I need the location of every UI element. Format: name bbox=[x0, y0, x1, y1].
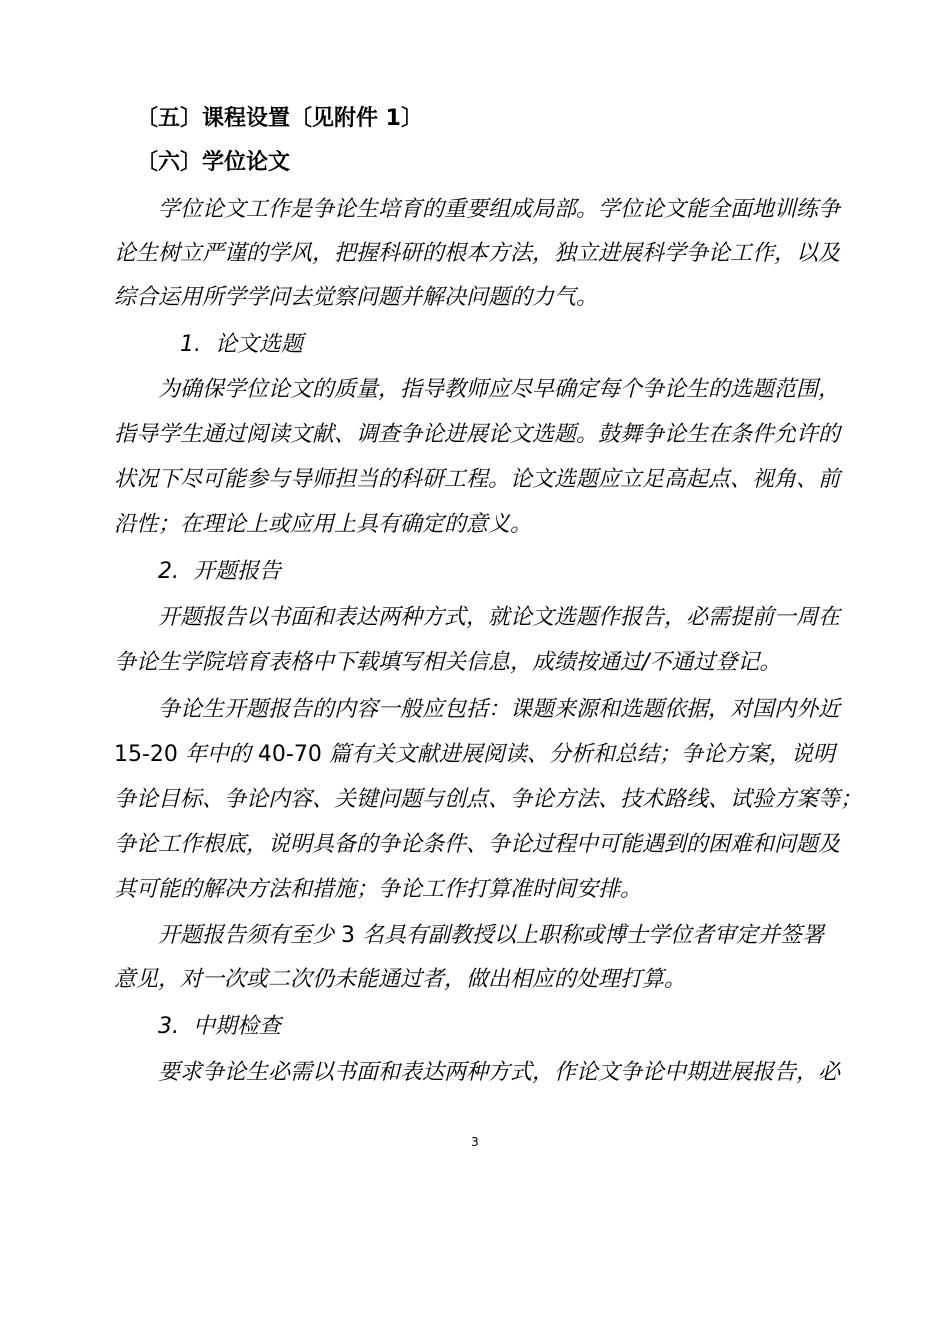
section-2-p3-line-1 bbox=[158, 921, 824, 951]
intro-line-2: 论生树立严谨的学风，把握科研的根本方法，独立进展科学争论工作，以及 bbox=[114, 241, 841, 266]
section-1-line-3: 状况下尽可能参与导师担当的科研工程。论文选题应立足高起点、视角、前 bbox=[114, 467, 841, 492]
section-2-p2-line-4: 争论工作根底，说明具备的争论条件、争论过程中可能遇到的困难和问题及 bbox=[114, 832, 841, 857]
section-2-number: 2. bbox=[158, 559, 179, 584]
page-number: 3 bbox=[471, 1135, 479, 1149]
intro-line-3: 综合运用所学学问去觉察问题并解决问题的力气。 bbox=[114, 285, 599, 310]
section-2-p2-line-2 bbox=[114, 740, 835, 770]
section-2-p1-line-1: 开题报告以书面和表达两种方式，就论文选题作报告，必需提前一周在 bbox=[158, 605, 841, 630]
section-2-p2-line-5: 其可能的解决方法和措施；争论工作打算准时间安排。 bbox=[114, 877, 643, 902]
section-2-title bbox=[158, 557, 281, 587]
section-1-number: 1. bbox=[180, 332, 201, 357]
section-3-line-1: 要求争论生必需以书面和表达两种方式，作论文争论中期进展报告，必 bbox=[158, 1060, 841, 1085]
text-segment: 开题报告须有至少 bbox=[158, 923, 341, 948]
text-segment: 年中的 bbox=[184, 742, 258, 767]
section-3-number: 3. bbox=[158, 1014, 179, 1039]
section-2-p3-line-2: 意见，对一次或二次仍未能通过者，做出相应的处理打算。 bbox=[114, 967, 687, 992]
text-segment: 篇有关文献进展阅读、分析和总结；争论方案，说明 bbox=[328, 742, 835, 767]
text-segment: 名具有副教授以上职称或博士学位者审定并签署 bbox=[362, 923, 825, 948]
section-2-p2-line-3: 争论目标、争论内容、关键问题与创点、争论方法、技术路线、试验方案等； bbox=[114, 787, 863, 812]
heading-thesis: 〔六〕学位论文 bbox=[136, 150, 291, 175]
section-1-line-4: 沿性；在理论上或应用上具有确定的意义。 bbox=[114, 512, 533, 537]
section-3-title-text: 中期检查 bbox=[193, 1014, 282, 1039]
intro-line-1: 学位论文工作是争论生培育的重要组成局部。学位论文能全面地训练争 bbox=[158, 197, 841, 222]
section-1-line-1: 为确保学位论文的质量，指导教师应尽早确定每个争论生的选题范围， bbox=[158, 377, 841, 402]
section-3-title bbox=[158, 1012, 281, 1042]
section-2-p2-line-1: 争论生开题报告的内容一般应包括：课题来源和选题依据，对国内外近 bbox=[158, 697, 841, 722]
section-2-title-text: 开题报告 bbox=[193, 559, 282, 584]
section-2-p1-line-2: 争论生学院培育表格中下载填写相关信息，成绩按通过/不通过登记。 bbox=[114, 650, 782, 675]
year-range: 15-20 bbox=[114, 742, 185, 767]
heading-course-settings: 〔五〕课程设置〔见附件 1〕 bbox=[136, 106, 423, 131]
section-1-title bbox=[180, 330, 303, 360]
paper-count-range: 40-70 bbox=[257, 742, 329, 767]
section-1-title-text: 论文选题 bbox=[215, 332, 304, 357]
reviewer-count: 3 bbox=[341, 923, 362, 948]
section-1-line-2: 指导学生通过阅读文献、调查争论进展论文选题。鼓舞争论生在条件允许的 bbox=[114, 422, 841, 447]
